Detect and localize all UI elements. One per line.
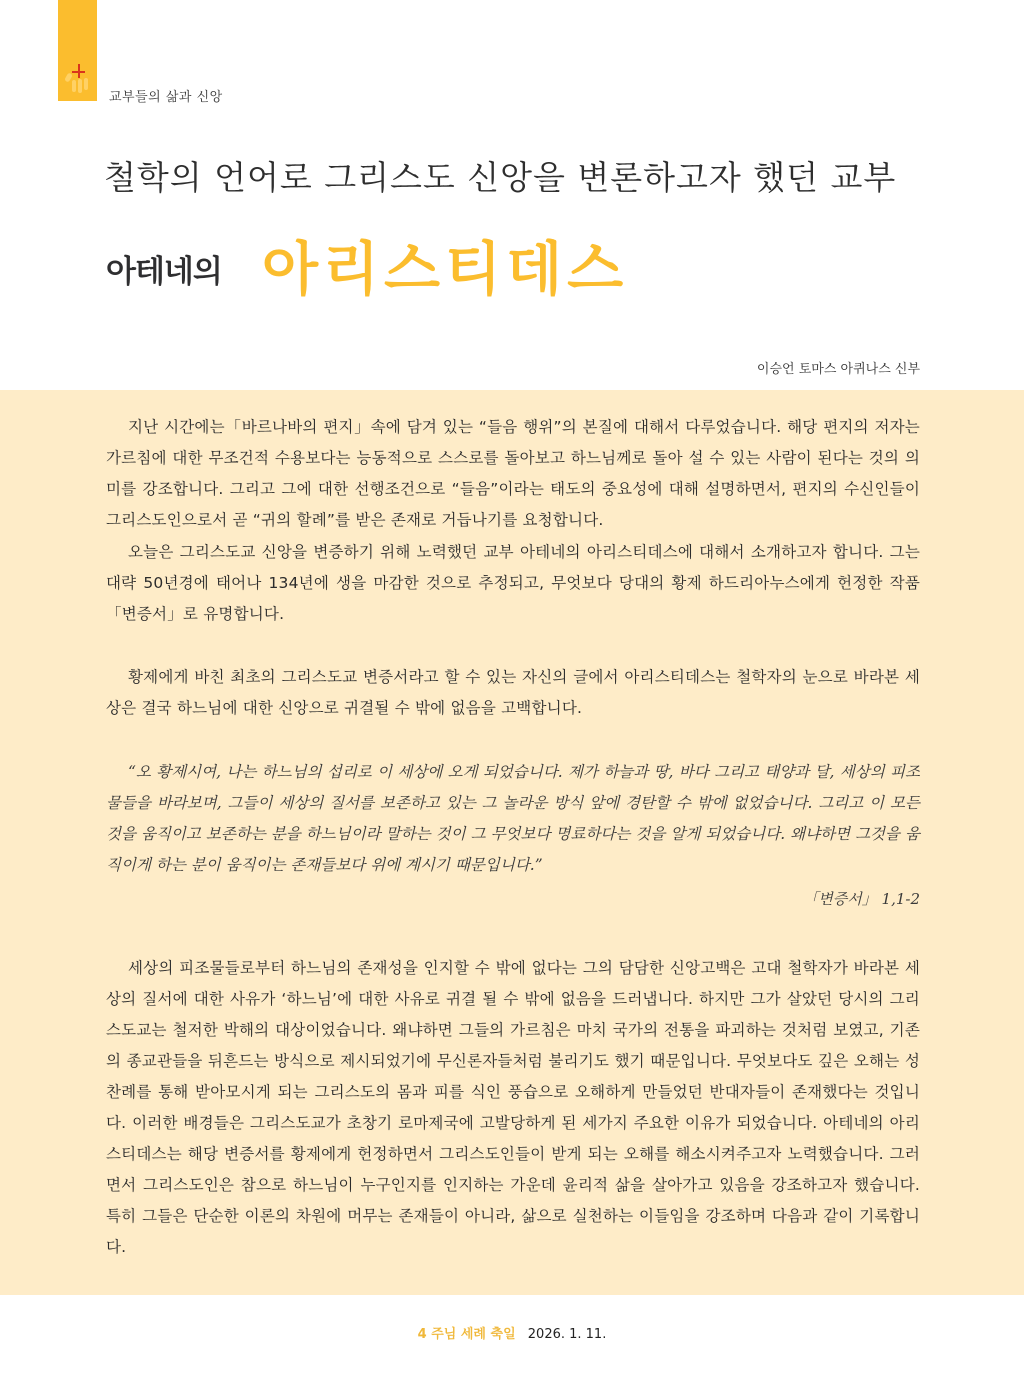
section-label: 교부들의 삶과 신앙 [109,90,223,105]
paragraph-1: 지난 시간에는「바르나바의 편지」속에 담겨 있는 “들음 행위”의 본질에 대해서 다루었습니다. 해당 편지의 저자는 가르침에 대한 무조건적 수용보다는 능동적으로 스스로를 돌아보고 하느님께로 돌아 설 수 있는 사람이 된다는 것의 의미를 강조합니다. 그리고 그에 대한 선행조건으로 “들음”이라는 태도의 중요성에 대해 설명하면서, 편지의 수신인들이 그리스도인으로서 곧 “귀의 할례”를 받은 존재로 거듭나기를 요청합니다. [106,418,920,529]
author-byline: 이승언 토마스 아퀴나스 신부 [756,362,920,377]
quotation-citation: 「변증서」 1,1-2 [803,890,920,908]
title-prefix: 아테네의 [106,254,222,290]
paragraph-4: 세상의 피조물들로부터 하느님의 존재성을 인지할 수 밖에 없다는 그의 담담한 신앙고백은 고대 철학자가 바라본 세상의 질서에 대한 사유가 ‘하느님’에 대한 사유로 귀결 될 수 밖에 없음을 드러냅니다. 하지만 그가 살았던 당시의 그리스도교는 철저한 박해의 대상이었습니다. 왜냐하면 그들의 가르침은 마치 국가의 전통을 파괴하는 것처럼 보였고, 기존의 종교관들을 뒤흔드는 방식으로 제시되었기에 무신론자들처럼 불리기도 했기 때문입니다. 무엇보다도 깊은 오해는 성찬례를 통해 받아모시게 되는 그리스도의 몸과 피를 식인 풍습으로 오해하게 만들었던 반대자들이 존재했다는 것입니다. 이러한 배경들은 그리스도교가 초창기 로마제국에 고발당하게 된 세가지 주요한 이유가 되었습니다. 아테네의 아리스티데스는 해당 변증서를 황제에게 헌정하면서 그리스도인들이 받게 되는 오해를 해소시켜주고자 노력했습니다. 그러면서 그리스도인은 참으로 하느님이 누구인지를 인지하는 가운데 윤리적 삶을 살아가고 있음을 강조하고자 했습니다. 특히 그들은 단순한 이론의 차원에 머무는 존재들이 아니라, 삶으로 실천하는 이들임을 강조하며 다음과 같이 기록합니다. [106,959,920,1256]
article-subtitle: 철학의 언어로 그리스도 신앙을 변론하고자 했던 교부 [104,158,897,197]
footer-date: 2026. 1. 11. [527,1327,607,1342]
quotation: “오 황제시여, 나는 하느님의 섭리로 이 세상에 오게 되었습니다. 제가 하늘과 땅, 바다 그리고 태양과 달, 세상의 피조물들을 바라보며, 그들이 세상의 질서를 보존하고 있는 그 놀라운 방식 앞에 경탄할 수 밖에 없었습니다. 그리고 이 모든 것을 움직이고 보존하는 분을 하느님이라 말하는 것이 그 무엇보다 명료하다는 것을 알게 되었습니다. 왜냐하면 그것을 움직이게 하는 분이 움직이는 존재들보다 위에 계시기 때문입니다.” [106,763,920,874]
footer-issue: 4 주님 세례 축일 [417,1327,516,1342]
article-title: 아리스티데스 [262,235,629,303]
paragraph-2: 오늘은 그리스도교 신앙을 변증하기 위해 노력했던 교부 아테네의 아리스티데스에 대해서 소개하고자 합니다. 그는 대략 50년경에 태어나 134년에 생을 마감한 것으로 추정되고, 무엇보다 당대의 황제 하드리아누스에게 헌정한 작품「변증서」로 유명합니다. [106,543,920,623]
page-footer [0,1323,1024,1342]
paragraph-3: 황제에게 바친 최초의 그리스도교 변증서라고 할 수 있는 자신의 글에서 아리스티데스는 철학자의 눈으로 바라본 세상은 결국 하느님에 대한 신앙으로 귀결될 수 밖에 없음을 고백합니다. [106,668,920,717]
section-tab-marker [58,0,97,101]
